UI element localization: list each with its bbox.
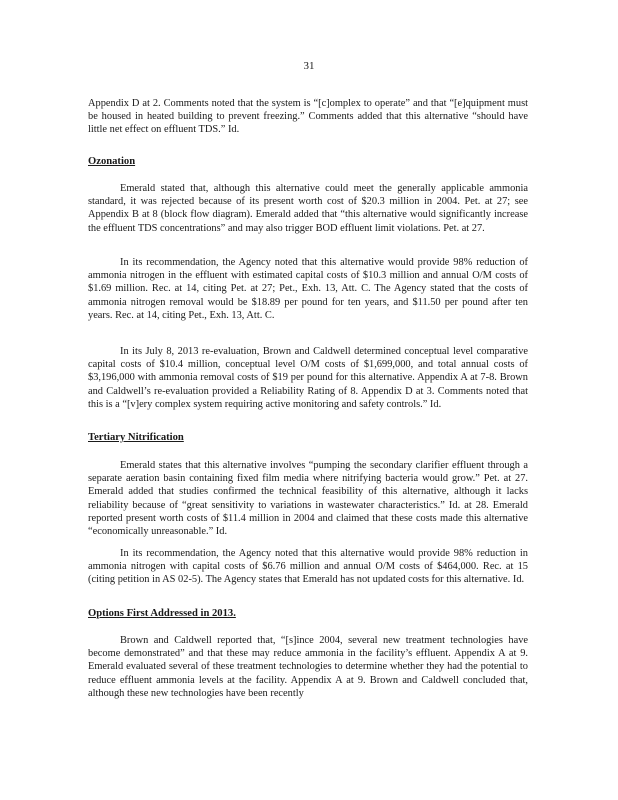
section-heading-ozonation: Ozonation: [88, 156, 136, 167]
page-number: 31: [303, 60, 315, 72]
tertiary-paragraph-2: [88, 547, 528, 587]
ozonation-paragraph-3: [88, 345, 528, 411]
ozonation-paragraph-1: [88, 182, 528, 235]
paragraph-text: In its July 8, 2013 re-evaluation, Brown and Caldwell determined conceptual level comparative capital costs of $10.4 million, conceptual level O/M costs of $1,699,000, and total annual costs of $3,196,000 with ammonia removal costs of $19 per pound for this alternative. Appendix A at 7-8. Brown and Caldwell’s re-evaluation provided a Reliability Rating of 8. Appendix D at 3. Comments noted that this is a “[v]ery complex system requiring active monitoring and safety controls.” Id.: [88, 346, 528, 410]
options-paragraph-1: [88, 634, 528, 700]
intro-paragraph: [88, 97, 528, 137]
paragraph-text: In its recommendation, the Agency noted that this alternative would provide 98% reduction of ammonia nitrogen in the effluent with estimated capital costs of $10.3 million and annual O/M costs of $1.69 million. Rec. at 14, citing Pet. at 27; Pet., Exh. 13, Att. C. The Agency stated that the costs of ammonia nitrogen removal would be $18.89 per pound for ten years, and $11.50 per pound after ten years. Rec. at 14, citing Pet., Exh. 13, Att. C.: [88, 257, 528, 321]
ozonation-paragraph-2: [88, 256, 528, 322]
tertiary-paragraph-1: [88, 459, 528, 538]
paragraph-text: Emerald stated that, although this alternative could meet the generally applicable ammonia standard, it was rejected because of its present worth cost of $20.3 million in 2004. Pet. at 27; see Appendix B at 8 (block flow diagram). Emerald added that “this alternative would significantly increase the effluent TDS concentrations” and may also trigger BOD effluent limit violations. Pet. at 27.: [88, 183, 528, 234]
paragraph-text: In its recommendation, the Agency noted that this alternative would provide 98% reduction in ammonia nitrogen with capital costs of $6.76 million and annual O/M costs of $464,000. Rec. at 15 (citing petition in AS 02-5). The Agency states that Emerald has not updated costs for this alternative. Id.: [88, 548, 528, 586]
section-heading-options-2013: Options First Addressed in 2013.: [88, 608, 236, 619]
paragraph-text: Emerald states that this alternative involves “pumping the secondary clarifier effluent through a separate aeration basin containing fixed film media where nitrifying bacteria would grow.” Pet. at 27. Emerald added that studies confirmed the technical feasibility of this alternative, although it lacks reliability because of “great sensitivity to variations in wastewater characteristics.” Id. at 28. Emerald reported present worth costs of $11.4 million in 2004 and claimed that these costs made this alternative “economically unreasonable.” Id.: [88, 460, 528, 538]
paragraph-text: Appendix D at 2. Comments noted that the system is “[c]omplex to operate” and that “[e]quipment must be housed in heated building to prevent freezing.” Comments added that this alternative “should have little net effect on effluent TDS.” Id.: [88, 98, 528, 136]
section-heading-tertiary-nitrification: Tertiary Nitrification: [88, 432, 184, 443]
paragraph-text: Brown and Caldwell reported that, “[s]ince 2004, several new treatment technologies have become demonstrated” and that these may reduce ammonia in the facility’s effluent. Appendix A at 9. Emerald evaluated several of these treatment technologies to determine whether they had the potential to reduce effluent ammonia levels at the facility. Appendix A at 9. Brown and Caldwell concluded that, although these new technologies have been recently: [88, 635, 528, 699]
